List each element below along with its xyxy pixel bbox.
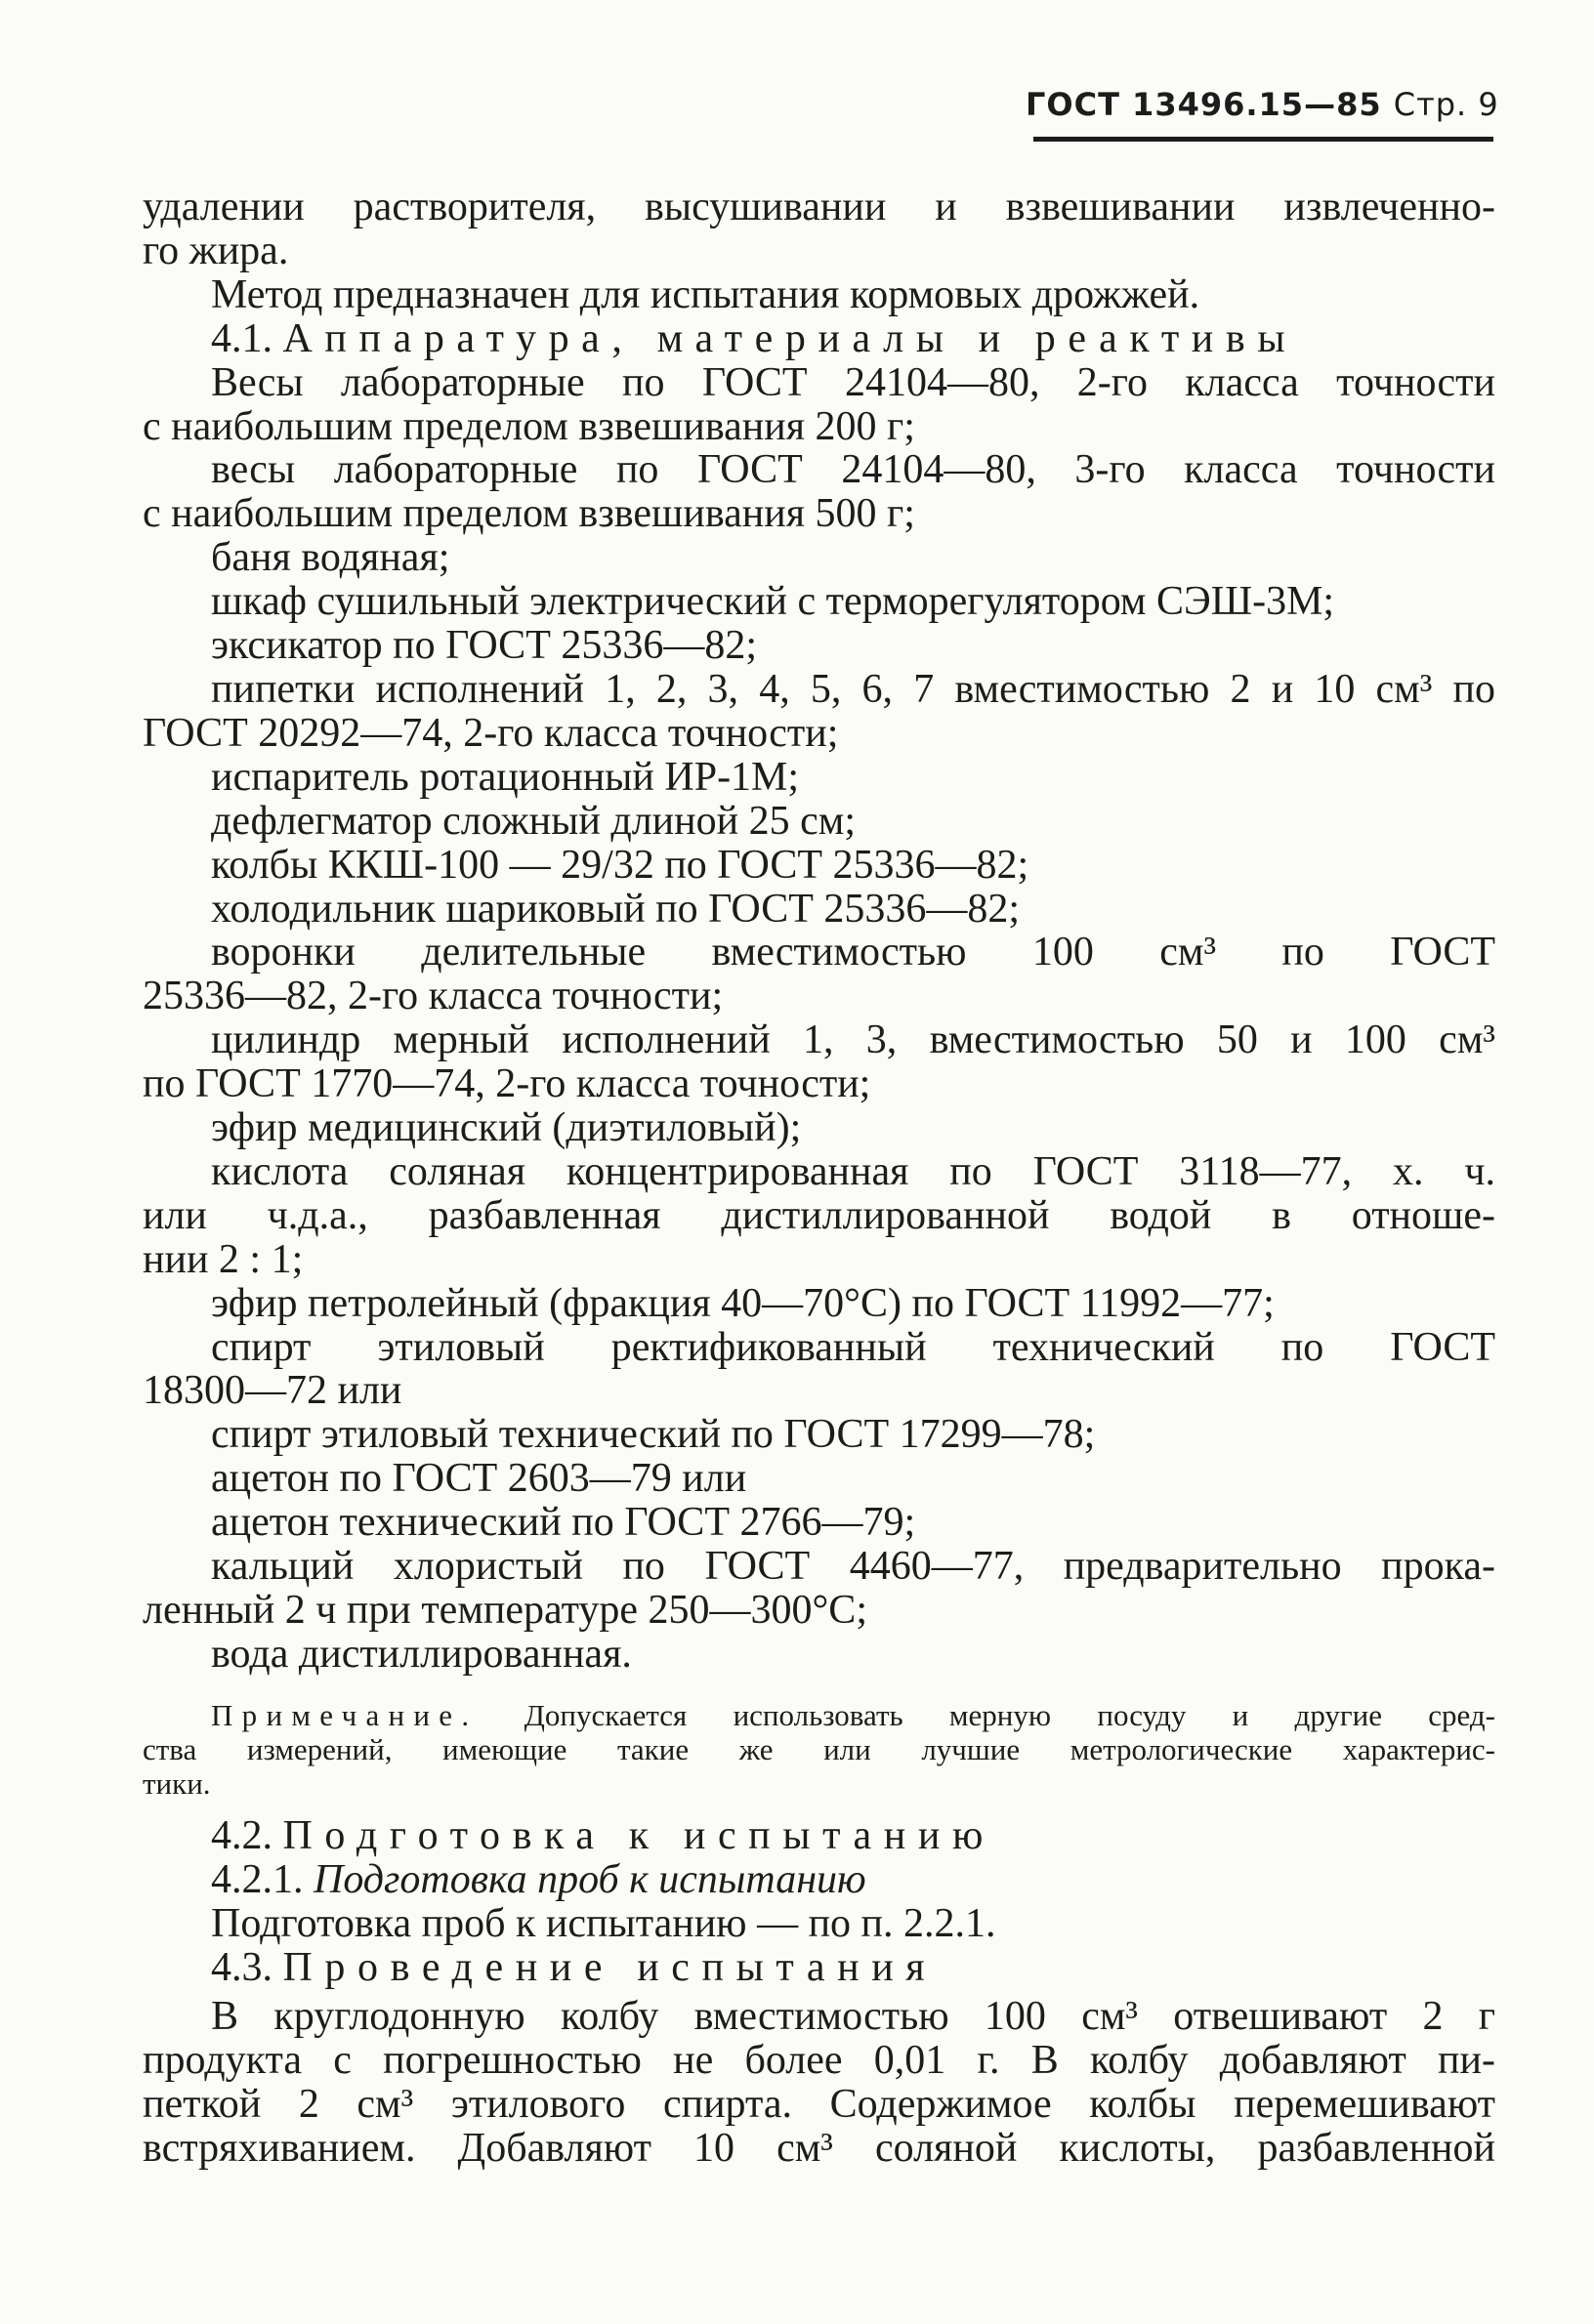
list-item-line: ацетон по ГОСТ 2603—79 или xyxy=(211,1456,747,1502)
note-label: Примечание. xyxy=(211,1697,479,1732)
text-line: встряхиванием. Добавляют 10 см³ соляной кислоты, разбавленной xyxy=(143,2126,1495,2172)
list-item-line: ГОСТ 20292—74, 2-го класса точности; xyxy=(143,710,839,756)
section-heading-4-2-1: 4.2.1. Подготовка проб к испытанию xyxy=(211,1856,866,1902)
list-item xyxy=(143,448,1495,536)
method-purpose: Метод предназначен для испытания кормовых дрожжей. xyxy=(211,271,1200,317)
equipment-list xyxy=(143,361,1495,1677)
list-item-line: баня водяная; xyxy=(211,535,450,581)
list-item-line: ацетон технический по ГОСТ 2766—79; xyxy=(211,1500,916,1546)
list-item xyxy=(143,1150,1495,1282)
list-item xyxy=(143,1501,1495,1545)
list-item xyxy=(143,931,1495,1018)
list-item xyxy=(143,361,1495,449)
list-item xyxy=(143,844,1495,888)
list-item-line: пипетки исполнений 1, 2, 3, 4, 5, 6, 7 вместимостью 2 и 10 см³ по xyxy=(211,666,1495,712)
list-item-line: холодильник шариковый по ГОСТ 25336—82; xyxy=(211,886,1021,932)
list-item-line: с наибольшим пределом взвешивания 200 г; xyxy=(143,403,915,449)
list-item-line: эфир медицинский (диэтиловый); xyxy=(211,1105,802,1151)
note-text: ства измерений, имеющие такие же или лучшие метрологические характерис- xyxy=(143,1731,1495,1766)
text-line: В круглодонную колбу вместимостью 100 см³ отвешивают 2 г xyxy=(211,1994,1495,2040)
page-body xyxy=(143,186,1495,2171)
procedure-paragraph xyxy=(143,1995,1495,2171)
list-item xyxy=(143,1545,1495,1633)
list-item-line: нии 2 : 1; xyxy=(143,1236,304,1282)
list-item-line: эксикатор по ГОСТ 25336—82; xyxy=(211,623,758,669)
list-item-line: с наибольшим пределом взвешивания 500 г; xyxy=(143,491,915,537)
list-item xyxy=(143,624,1495,668)
list-item-line: ленный 2 ч при температуре 250—300°С; xyxy=(143,1588,867,1633)
text-line: го жира. xyxy=(143,228,289,273)
section-heading-4-2: 4.2. Подготовка к испытанию xyxy=(211,1812,995,1858)
section-heading-4-1: 4.1. Аппаратура, материалы и реактивы xyxy=(211,315,1298,361)
list-item-line: дефлегматор сложный длиной 25 см; xyxy=(211,798,857,844)
list-item-line: 25336—82, 2-го класса точности; xyxy=(143,974,724,1019)
list-item xyxy=(143,536,1495,580)
list-item xyxy=(143,800,1495,844)
list-item-line: цилиндр мерный исполнений 1, 3, вместимостью 50 и 100 см³ xyxy=(211,1017,1495,1063)
list-item-line: шкаф сушильный электрический с терморегулятором СЭШ-3М; xyxy=(211,579,1335,625)
list-item xyxy=(143,1018,1495,1106)
list-item xyxy=(143,668,1495,756)
list-item-line: кислота соляная концентрированная по ГОСТ 3118—77, х. ч. xyxy=(211,1148,1495,1194)
text-line: петкой 2 см³ этилового спирта. Содержимое колбы перемешивают xyxy=(143,2082,1495,2128)
list-item-line: кальций хлористый по ГОСТ 4460—77, предварительно прока- xyxy=(211,1544,1495,1590)
list-item xyxy=(143,756,1495,800)
list-item xyxy=(143,580,1495,624)
note xyxy=(143,1698,1495,1801)
section-heading-4-3: 4.3. Проведение испытания xyxy=(211,1944,938,1990)
list-item-line: или ч.д.а., разбавленная дистиллированной водой в отноше- xyxy=(143,1192,1495,1238)
list-item-line: Весы лабораторные по ГОСТ 24104—80, 2-го класса точности xyxy=(211,359,1495,405)
header-rule xyxy=(1033,137,1493,142)
list-item xyxy=(143,1633,1495,1677)
document-code: ГОСТ 13496.15—85 xyxy=(1026,86,1382,123)
text-line: продукта с погрешностью не более 0,01 г. В колбу добавляют пи- xyxy=(143,2038,1495,2084)
list-item-line: спирт этиловый технический по ГОСТ 17299—78; xyxy=(211,1412,1096,1458)
list-item-line: испаритель ротационный ИР-1М; xyxy=(211,754,800,800)
sample-preparation-text: Подготовка проб к испытанию — по п. 2.2.1. xyxy=(211,1900,996,1946)
list-item-line: вода дистиллированная. xyxy=(211,1631,632,1677)
note-text: тики. xyxy=(143,1765,211,1801)
list-item xyxy=(143,1326,1495,1414)
text-line: удалении растворителя, высушивании и взвешивании извлеченно- xyxy=(143,185,1495,229)
list-item-line: 18300—72 или xyxy=(143,1368,402,1414)
note-text: Допускается использовать мерную посуду и другие сред- xyxy=(524,1697,1495,1732)
list-item xyxy=(143,1457,1495,1501)
list-item-line: эфир петролейный (фракция 40—70°С) по ГОСТ 11992—77; xyxy=(211,1280,1275,1326)
list-item xyxy=(143,1282,1495,1326)
list-item xyxy=(143,1106,1495,1150)
list-item xyxy=(143,1413,1495,1457)
list-item-line: весы лабораторные по ГОСТ 24104—80, 3-го класса точности xyxy=(211,447,1495,493)
list-item-line: спирт этиловый ректификованный технический по ГОСТ xyxy=(211,1324,1495,1370)
list-item-line: воронки делительные вместимостью 100 см³ по ГОСТ xyxy=(211,930,1495,975)
list-item xyxy=(143,888,1495,932)
page-number: Стр. 9 xyxy=(1393,86,1499,123)
list-item-line: колбы ККШ-100 — 29/32 по ГОСТ 25336—82; xyxy=(211,842,1029,888)
list-item-line: по ГОСТ 1770—74, 2-го класса точности; xyxy=(143,1061,871,1107)
page-header xyxy=(1026,86,1499,123)
